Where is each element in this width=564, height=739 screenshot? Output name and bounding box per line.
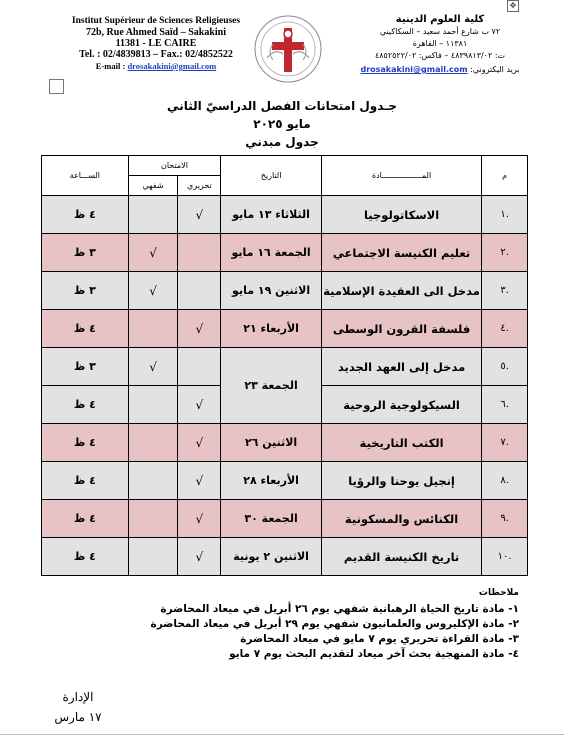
email-link-ar[interactable]: drosakakini@gmail.com (360, 65, 468, 74)
schedule-subtitle: جدول مبدني (245, 135, 319, 149)
row-hours: ٣ ظ (42, 348, 129, 386)
city-fr: 11381 - LE CAIRE (115, 38, 197, 49)
email-line-ar (345, 64, 535, 76)
row-hours: ٣ ظ (42, 272, 129, 310)
row-date: الجمعة ١٦ مايو (221, 234, 322, 272)
row-subject: الكنائس والمسكونية (321, 500, 481, 538)
row-date: الاثنين ٢ يونية (221, 538, 322, 576)
table-row (42, 234, 528, 272)
header-date: التاريخ (221, 156, 322, 196)
city-ar: ١١٣٨١ – القاهرة (412, 39, 468, 48)
row-hours: ٤ ظ (42, 500, 129, 538)
row-oral (128, 500, 178, 538)
row-hours: ٤ ظ (42, 310, 129, 348)
header-subject: المـــــــــــــــــادة (321, 156, 481, 196)
note-item: ٣- مادة القراءة تحريري يوم ٧ مايو في ميعاد المحاضرة (240, 633, 519, 645)
row-date: الاثنين ٢٦ (221, 424, 322, 462)
row-date: الاثنين ١٩ مايو (221, 272, 322, 310)
header-hours: الســـاعة (42, 156, 129, 196)
row-written (178, 272, 221, 310)
row-hours: ٤ ظ (42, 386, 129, 424)
row-subject: الكتب التاريخية (321, 424, 481, 462)
notes-heading: ملاحظات (478, 588, 519, 598)
row-date: الأربعاء ٢٨ (221, 462, 322, 500)
row-oral: √ (128, 272, 178, 310)
email-label-fr: E-mail : (95, 61, 126, 71)
header-arabic (345, 14, 535, 76)
row-oral: √ (128, 234, 178, 272)
exam-schedule-table (41, 155, 528, 576)
address-fr: 72b, Rue Ahmed Saïd – Sakakini (85, 27, 227, 38)
row-written (178, 234, 221, 272)
row-date: الجمعة ٢٣ (221, 348, 322, 424)
row-date: الأربعاء ٢١ (221, 310, 322, 348)
row-subject: السيكولوجية الروحية (321, 386, 481, 424)
phone-fax-fr: Tel. : 02/4839813 – Fax.: 02/4852522 (79, 49, 233, 60)
row-oral (128, 196, 178, 234)
note-item: ١- مادة تاريخ الحياة الرهبانية شفهي يوم ٢٦ أبريل في ميعاد المحاضرة (160, 603, 519, 615)
row-num: .٩ (482, 500, 528, 538)
table-row (42, 500, 528, 538)
row-subject: الاسكاتولوجيا (321, 196, 481, 234)
row-date: الثلاثاء ١٣ مايو (221, 196, 322, 234)
row-written: √ (178, 196, 221, 234)
row-date: الجمعة ٣٠ (221, 500, 322, 538)
row-oral (128, 386, 178, 424)
row-oral (128, 538, 178, 576)
row-num: .١ (482, 196, 528, 234)
row-subject: تاريخ الكنيسة القديم (321, 538, 481, 576)
header-num: م (482, 156, 528, 196)
table-row (42, 538, 528, 576)
signature-date: ١٧ مارس (54, 710, 102, 724)
row-oral: √ (128, 348, 178, 386)
header-french (70, 16, 242, 72)
row-hours: ٤ ظ (42, 538, 129, 576)
move-handle-icon[interactable]: ✥ (507, 0, 519, 12)
row-num: .٤ (482, 310, 528, 348)
row-written: √ (178, 310, 221, 348)
row-written: √ (178, 424, 221, 462)
row-hours: ٤ ظ (42, 462, 129, 500)
schedule-title: جـدول امتحانات الفصل الدراسيّ الثاني (167, 99, 397, 113)
email-line-fr (70, 61, 242, 72)
row-hours: ٤ ظ (42, 424, 129, 462)
row-subject: إنجيل يوحنا والرؤيا (321, 462, 481, 500)
schedule-month: مايو ٢٠٢٥ (253, 117, 311, 131)
row-num: .٨ (482, 462, 528, 500)
row-num: .٦ (482, 386, 528, 424)
row-num: .٥ (482, 348, 528, 386)
signature-title: الإدارة (62, 690, 94, 704)
row-num: .١٠ (482, 538, 528, 576)
email-link-fr[interactable]: drosakakini@gmail.com (127, 61, 217, 71)
row-oral (128, 424, 178, 462)
header-written: تحريري (178, 176, 221, 196)
header-oral: شفهي (128, 176, 178, 196)
row-num: .٧ (482, 424, 528, 462)
phone-fax-ar: ت: ٤٨٣٩٨١٣/٠٢ – فاكس: ٤٨٥٢٥٢٢/٠٢ (374, 51, 506, 60)
row-subject: مدخل إلى العهد الجديد (321, 348, 481, 386)
row-written: √ (178, 538, 221, 576)
row-subject: فلسفة القرون الوسطى (321, 310, 481, 348)
table-row (42, 424, 528, 462)
row-written: √ (178, 500, 221, 538)
table-row (42, 310, 528, 348)
header-exam: الامتحان (128, 156, 221, 176)
row-oral (128, 462, 178, 500)
row-written: √ (178, 462, 221, 500)
institute-name-fr: Institut Supérieur de Sciences Religieuses (71, 16, 241, 26)
row-num: .٣ (482, 272, 528, 310)
table-header-row (42, 156, 528, 176)
note-item: ٤- مادة المنهجية بحث آخر ميعاد لتقديم البحث يوم ٧ مايو (229, 648, 519, 660)
row-num: .٢ (482, 234, 528, 272)
row-subject: مدخل الى العقيدة الإسلامية (321, 272, 481, 310)
table-row (42, 272, 528, 310)
row-hours: ٤ ظ (42, 196, 129, 234)
table-row (42, 196, 528, 234)
row-written: √ (178, 386, 221, 424)
address-ar: ٧٢ ب شارع أحمد سعيد – السكاكيني (379, 27, 501, 36)
row-hours: ٣ ظ (42, 234, 129, 272)
coptic-cross-seal-icon (253, 14, 323, 84)
table-row (42, 462, 528, 500)
email-label-ar: بريد اليكتروني: (470, 65, 520, 74)
notes-section (0, 588, 519, 662)
page-bottom-divider (0, 734, 564, 735)
checkbox[interactable] (49, 79, 64, 94)
row-subject: تعليم الكنيسة الاجتماعي (321, 234, 481, 272)
row-oral (128, 310, 178, 348)
table-row (42, 348, 528, 386)
row-written (178, 348, 221, 386)
institute-name-ar: كلية العلوم الدينية (395, 14, 485, 25)
note-item: ٢- مادة الإكليروس والعلمانيون شفهي يوم ٢٩ أبريل في ميعاد المحاضرة (150, 618, 519, 630)
